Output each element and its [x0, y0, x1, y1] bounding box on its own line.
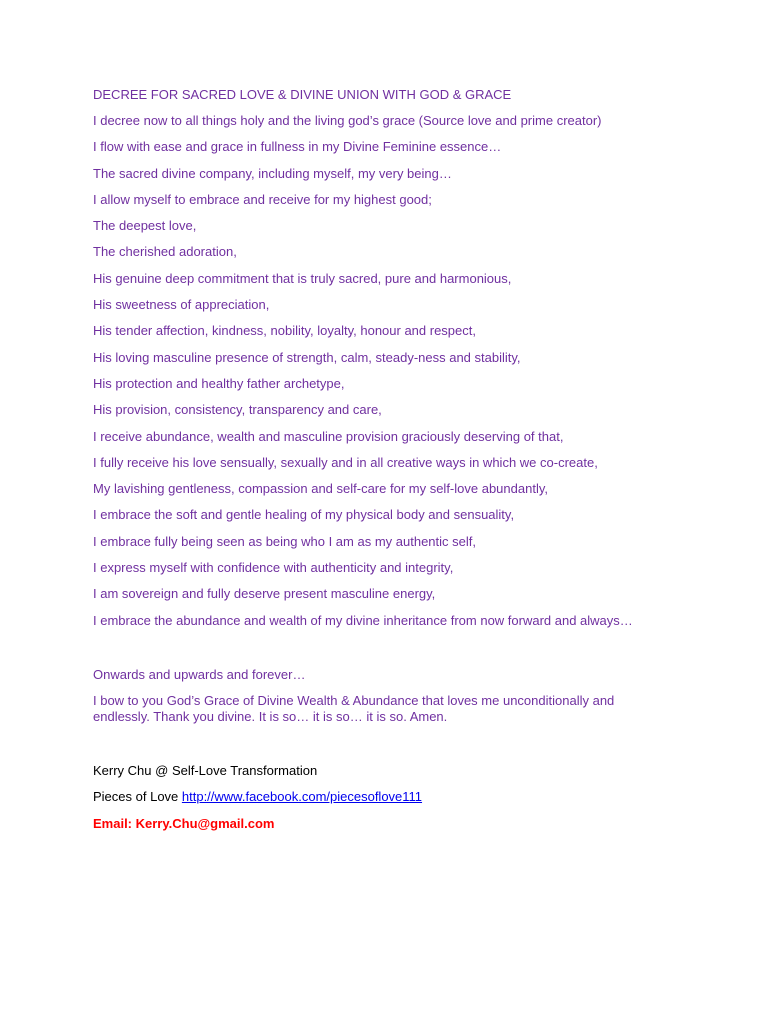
verse-line: I receive abundance, wealth and masculine provision graciously deserving of that, [93, 428, 564, 444]
verse-line: I embrace the soft and gentle healing of my physical body and sensuality, [93, 507, 515, 523]
spacer [93, 725, 693, 763]
verse-line: I am sovereign and fully deserve present masculine energy, [93, 586, 436, 602]
decree-verses [93, 113, 693, 629]
verse-line: My lavishing gentleness, compassion and self-care for my self-love abundantly, [93, 481, 548, 497]
verse-line: His loving masculine presence of strength, calm, steady-ness and stability, [93, 349, 521, 365]
email-line: Email: Kerry.Chu@gmail.com [93, 815, 275, 831]
verse-line: His sweetness of appreciation, [93, 297, 270, 313]
verse-line: I express myself with confidence with authenticity and integrity, [93, 560, 454, 576]
verse-line: The sacred divine company, including myself, my very being… [93, 165, 452, 181]
signature-block [93, 763, 693, 832]
verse-line: I embrace fully being seen as being who I am as my authentic self, [93, 533, 476, 549]
verse-line: His provision, consistency, transparency and care, [93, 402, 382, 418]
verse-line: I embrace the abundance and wealth of my divine inheritance from now forward and always… [93, 612, 633, 628]
closing-block [93, 667, 693, 725]
document-body [93, 87, 693, 832]
verse-line: I allow myself to embrace and receive for my highest good; [93, 191, 432, 207]
verse-line: I decree now to all things holy and the living god’s grace (Source love and prime creator) [93, 113, 602, 128]
closing-line: Onwards and upwards and forever… [93, 666, 306, 682]
closing-blessing: I bow to you God’s Grace of Divine Wealth & Abundance that loves me unconditionally and endlessly. Thank you divine. It is so… it is so… it is so. Amen. [93, 692, 615, 724]
verse-line: His protection and healthy father archetype, [93, 375, 345, 391]
pieces-of-love-line [93, 789, 693, 805]
verse-line: His genuine deep commitment that is truly sacred, pure and harmonious, [93, 270, 512, 286]
verse-line: I flow with ease and grace in fullness in my Divine Feminine essence… [93, 139, 502, 155]
pieces-of-love-label: Pieces of Love [93, 789, 182, 805]
decree-title: DECREE FOR SACRED LOVE & DIVINE UNION WITH GOD & GRACE [93, 87, 512, 102]
verse-line: I fully receive his love sensually, sexually and in all creative ways in which we co-create, [93, 454, 598, 470]
verse-line: The deepest love, [93, 218, 197, 234]
facebook-link[interactable]: http://www.facebook.com/piecesoflove111 [181, 789, 423, 805]
verse-line: The cherished adoration, [93, 244, 237, 260]
verse-line: His tender affection, kindness, nobility, loyalty, honour and respect, [93, 323, 476, 339]
author-line: Kerry Chu @ Self-Love Transformation [93, 762, 318, 778]
spacer [93, 629, 693, 667]
